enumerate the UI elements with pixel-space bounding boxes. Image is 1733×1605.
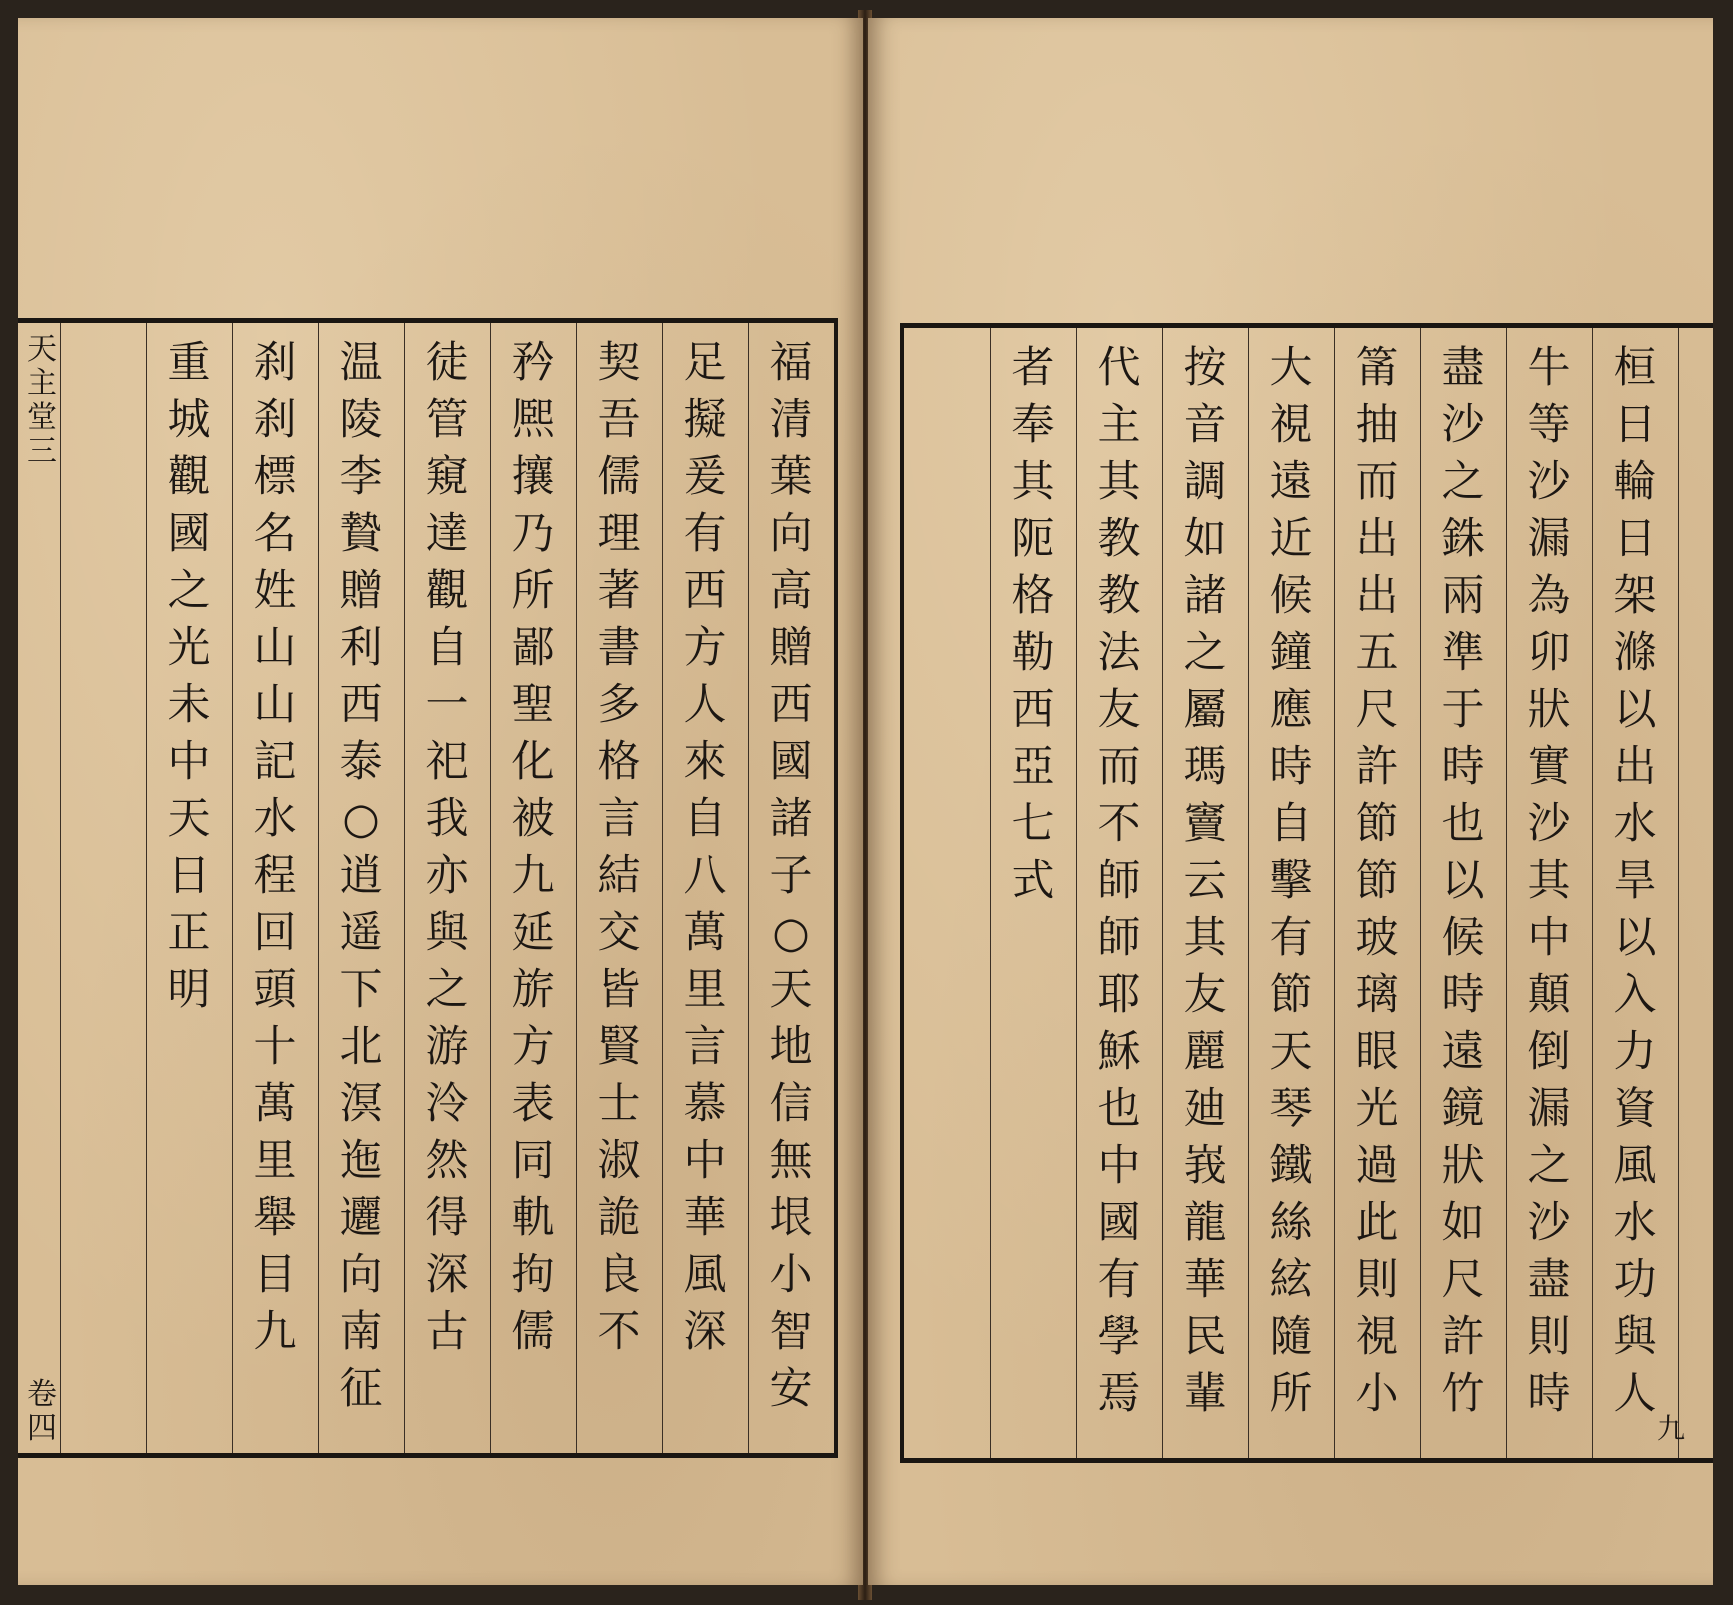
page-banner-volume: 卷四 (27, 1377, 57, 1446)
text-column-4: 筩抽而出出五尺許節節玻璃眼光過此則視小 (1355, 343, 1399, 1419)
text-column-2: 牛等沙漏為卯狀實沙其中顛倒漏之沙盡則時 (1527, 343, 1571, 1419)
column-rule (232, 323, 233, 1453)
text-column-6: 按音調如諸之屬瑪竇云其友麗廸峩龍華民輩 (1183, 343, 1227, 1419)
right-page-frame (900, 323, 1713, 1463)
column-rule (1076, 328, 1077, 1458)
text-column-7: 代主其教教法友而不師師耶穌也中國有學焉 (1097, 343, 1141, 1419)
column-rule (318, 323, 319, 1453)
column-rule (1334, 328, 1335, 1458)
column-rule (990, 328, 991, 1458)
column-rule (1678, 328, 1679, 1458)
column-rule (1162, 328, 1163, 1458)
column-rule (576, 323, 577, 1453)
column-rule (1248, 328, 1249, 1458)
text-column-1: 福清葉向高贈西國諸子○天地信無垠小智安 (769, 338, 813, 1414)
column-rule (146, 323, 147, 1453)
right-page (868, 18, 1713, 1585)
folio-number: 九 (1656, 1412, 1685, 1445)
text-column-7: 刹刹標名姓山山記水程回頭十萬里舉目九 (253, 338, 297, 1357)
column-rule (662, 323, 663, 1453)
column-rule (490, 323, 491, 1453)
column-rule (748, 323, 749, 1453)
left-page (18, 18, 863, 1585)
text-column-4: 矜熈攘乃所鄙聖化被九延旂方表同軌拘儒 (511, 338, 555, 1357)
column-rule (404, 323, 405, 1453)
text-column-1: 桓日輪日架滌以出水旱以入力資風水功與人 (1613, 343, 1657, 1419)
text-column-5: 大視遠近候鐘應時自擊有節天琴鐵絲絃隨所 (1269, 343, 1313, 1419)
text-column-5: 徒管窺達觀自一祀我亦與之游泠然得深古 (425, 338, 469, 1357)
text-column-2: 足擬爰有西方人來自八萬里言慕中華風深 (683, 338, 727, 1357)
text-column-3: 契吾儒理著書多格言結交皆賢士淑詭良不 (597, 338, 641, 1357)
column-rule (1420, 328, 1421, 1458)
text-column-8: 重城觀國之光未中天日正明 (167, 338, 211, 1015)
column-rule (60, 323, 61, 1453)
page-banner-title: 天主堂三 (27, 332, 57, 469)
column-rule (1506, 328, 1507, 1458)
text-column-6: 温陵李贄贈利西泰○逍遥下北溟迤邐向南征 (339, 338, 383, 1414)
left-page-frame (18, 318, 838, 1458)
text-column-3: 盡沙之銖兩準于時也以候時遠鏡狀如尺許竹 (1441, 343, 1485, 1419)
column-rule (1592, 328, 1593, 1458)
text-column-8: 者奉其阨格勒西亞七式 (1011, 343, 1055, 906)
